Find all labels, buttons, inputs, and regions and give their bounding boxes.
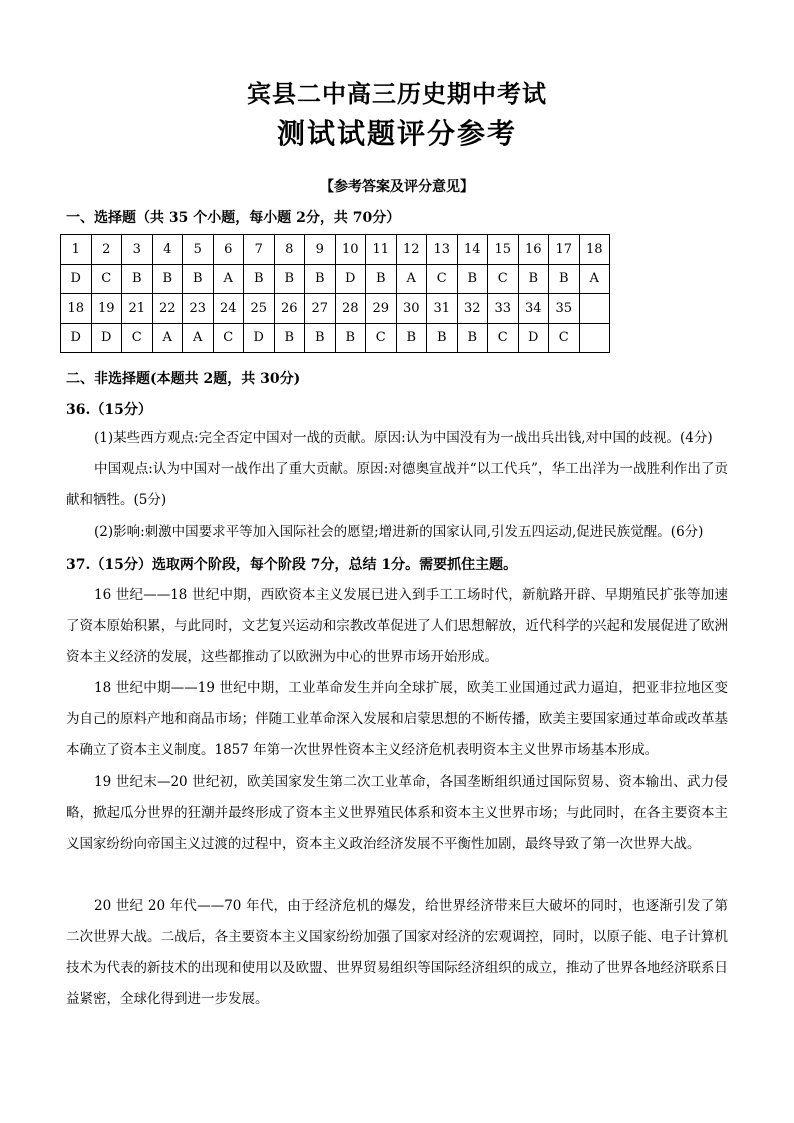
answer-cell: C <box>427 264 458 294</box>
answer-cell: D <box>518 323 549 353</box>
q36-paragraph-2: 中国观点:认为中国对一战作出了重大贡献。原因:对德奥宣战并“以工代兵”，华工出洋为一战胜利作出了贡献和牺牲。(5分) <box>66 461 728 508</box>
answer-cell: B <box>122 264 153 294</box>
question-number-cell: 25 <box>244 294 275 324</box>
question-number-cell: 27 <box>305 294 336 324</box>
question-number-cell: 9 <box>305 235 336 265</box>
section2-heading: 二、非选择题(本题共 2题，共 30分) <box>66 371 301 387</box>
question-number-cell: 19 <box>91 294 122 324</box>
answer-cell: B <box>549 264 580 294</box>
question-number-cell: 1 <box>61 235 92 265</box>
q37-paragraph-1: 16 世纪——18 世纪中期，西欧资本主义发展已进入到手工工场时代，新航路开辟、早期殖民扩张等加速了资本原始积累，与此同时，文艺复兴运动和宗教改革促进了人们思想解放，近代科学的兴起和发展促进了欧洲资本主义经济的发展，这些都推动了以欧洲为中心的世界市场开始形成。 <box>66 587 728 665</box>
q37-paragraph-3: 19 世纪末—20 世纪初，欧美国家发生第二次工业革命，各国垄断组织通过国际贸易、资本输出、武力侵略，掀起瓜分世界的狂潮并最终形成了资本主义世界殖民体系和资本主义世界市场；与此同时，在各主要资本主义国家纷纷向帝国主义过渡的过程中，资本主义政治经济发展不平衡性加剧，最终导致了第一次世界大战。 <box>66 774 728 852</box>
question-number-cell: 28 <box>335 294 366 324</box>
answer-cell: C <box>366 323 397 353</box>
question-number-cell <box>579 294 610 324</box>
question-number-cell: 18 <box>579 235 610 265</box>
answer-cell: D <box>244 323 275 353</box>
answer-cell: B <box>305 264 336 294</box>
question-number-cell: 12 <box>396 235 427 265</box>
answer-cell: A <box>213 264 244 294</box>
answer-cell: B <box>152 264 183 294</box>
question-number-cell: 8 <box>274 235 305 265</box>
answer-cell: C <box>549 323 580 353</box>
answer-cell: D <box>335 264 366 294</box>
question-number-cell: 3 <box>122 235 153 265</box>
question-number-cell: 5 <box>183 235 214 265</box>
question-36-label: 36.（15分） <box>66 402 152 418</box>
question-number-cell: 30 <box>396 294 427 324</box>
question-number-cell: 10 <box>335 235 366 265</box>
answer-cell: C <box>213 323 244 353</box>
question-number-cell: 15 <box>488 235 519 265</box>
question-number-cell: 4 <box>152 235 183 265</box>
question-number-cell: 33 <box>488 294 519 324</box>
answer-cell: B <box>396 323 427 353</box>
question-number-cell: 26 <box>274 294 305 324</box>
question-number-cell: 6 <box>213 235 244 265</box>
question-number-cell: 32 <box>457 294 488 324</box>
answer-cell: B <box>244 264 275 294</box>
question-number-cell: 21 <box>122 294 153 324</box>
question-number-cell: 18 <box>61 294 92 324</box>
q36-paragraph-3: (2)影响:刺激中国要求平等加入国际社会的愿望;增进新的国家认同,引发五四运动,促进民族觉醒。(6分) <box>94 524 704 540</box>
answer-table-row <box>61 323 610 353</box>
answer-cell: A <box>183 323 214 353</box>
answer-key-heading: 【参考答案及评分意见】 <box>320 179 474 195</box>
question-number-cell: 34 <box>518 294 549 324</box>
answer-cell: B <box>427 323 458 353</box>
question-number-cell: 22 <box>152 294 183 324</box>
answer-cell: C <box>488 323 519 353</box>
question-number-cell: 29 <box>366 294 397 324</box>
answer-table-row <box>61 264 610 294</box>
exam-title: 宾县二中高三历史期中考试 <box>247 79 547 108</box>
answer-cell: B <box>457 323 488 353</box>
question-number-cell: 11 <box>366 235 397 265</box>
question-number-cell: 17 <box>549 235 580 265</box>
q37-paragraph-2: 18 世纪中期——19 世纪中期，工业革命发生并向全球扩展，欧美工业国通过武力逼迫，把亚非拉地区变为自己的原料产地和商品市场；伴随工业革命深入发展和启蒙思想的不断传播，欧美主要国家通过革命或改革基本确立了资本主义制度。1857 年第一次世界性资本主义经济危机表明资本主义世界市场基本形成。 <box>66 680 728 758</box>
question-number-cell: 14 <box>457 235 488 265</box>
answer-cell: B <box>335 323 366 353</box>
answer-cell: A <box>579 264 610 294</box>
answer-cell: A <box>396 264 427 294</box>
question-number-cell: 35 <box>549 294 580 324</box>
q36-paragraph-1: (1)某些西方观点:完全否定中国对一战的贡献。原因:认为中国没有为一战出兵出钱,对中国的歧视。(4分) <box>94 430 713 446</box>
answer-cell: C <box>122 323 153 353</box>
answer-cell: C <box>488 264 519 294</box>
question-number-cell: 7 <box>244 235 275 265</box>
answer-cell: B <box>518 264 549 294</box>
answer-cell: B <box>366 264 397 294</box>
answer-cell: C <box>91 264 122 294</box>
question-number-cell: 2 <box>91 235 122 265</box>
answer-cell: B <box>274 264 305 294</box>
question-number-cell: 31 <box>427 294 458 324</box>
question-37-label: 37.（15分）选取两个阶段，每个阶段 7分，总结 1分。需要抓住主题。 <box>66 557 518 573</box>
question-number-cell: 23 <box>183 294 214 324</box>
answer-cell <box>579 323 610 353</box>
answer-cell: B <box>457 264 488 294</box>
section1-heading: 一、选择题（共 35 个小题，每小题 2分，共 70分） <box>66 210 401 226</box>
answer-table-row <box>61 235 610 265</box>
answer-table <box>60 234 610 353</box>
q37-paragraph-4: 20 世纪 20 年代——70 年代，由于经济危机的爆发，给世界经济带来巨大破坏的同时，也逐渐引发了第二次世界大战。二战后，各主要资本主义国家纷纷加强了国家对经济的宏观调控，同时，以原子能、电子计算机技术为代表的新技术的出现和使用以及欧盟、世界贸易组织等国际经济组织的成立，推动了世界各地经济联系日益紧密，全球化得到进一步发展。 <box>66 898 728 1007</box>
answer-cell: D <box>91 323 122 353</box>
answer-cell: A <box>152 323 183 353</box>
answer-cell: D <box>61 323 92 353</box>
answer-cell: B <box>305 323 336 353</box>
exam-subtitle: 测试试题评分参考 <box>276 117 517 150</box>
question-number-cell: 13 <box>427 235 458 265</box>
answer-cell: D <box>61 264 92 294</box>
question-number-cell: 16 <box>518 235 549 265</box>
question-number-cell: 24 <box>213 294 244 324</box>
answer-cell: B <box>183 264 214 294</box>
answer-table-row <box>61 294 610 324</box>
answer-cell: B <box>274 323 305 353</box>
